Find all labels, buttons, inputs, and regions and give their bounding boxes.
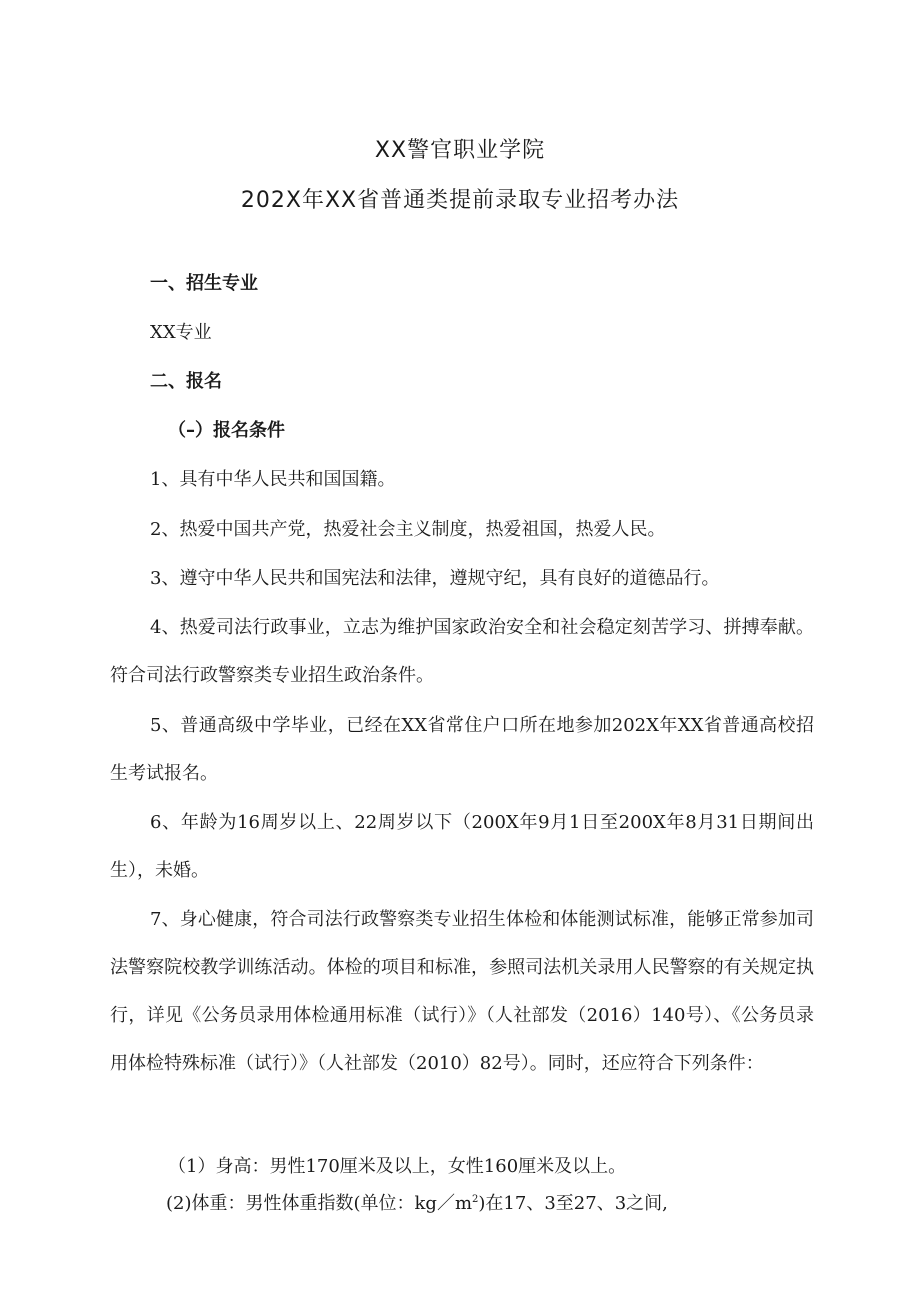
sub-condition-height: （1）身高：男性170厘米及以上，女性160厘米及以上。 [168,1156,627,1177]
section2-subheading: （–）报名条件 [168,420,285,441]
weight-text-part1: (2)体重：男性体重指数(单位：kg／m [166,1193,473,1214]
condition-item-2: 2、热爱中国共产党，热爱社会主义制度，热爱祖国，热爱人民。 [150,519,666,540]
section1-body: XX专业 [150,322,212,343]
condition-item-1: 1、具有中华人民共和国国籍。 [150,469,396,490]
section2-heading: 二、报名 [150,371,222,392]
condition-item-4: 4、热爱司法行政事业，立志为维护国家政治安全和社会稳定刻苦学习、拼搏奉献。符合司法行政警察类专业招生政治条件。 [110,617,814,686]
condition-item-7: 7、身心健康，符合司法行政警察类专业招生体检和体能测试标准，能够正常参加司法警察院校教学训练活动。体检的项目和标准，参照司法机关录用人民警察的有关规定执行，详见《公务员录用体检通用标准（试行）》（人社部发（2016）140号）、《公务员录用体检特殊标准（试行）》（人社部发（2010）82号）。同时，还应符合下列条件： [110,909,814,1074]
document-title-line2: 202X年XX省普通类提前录取专业招考办法 [240,188,680,213]
condition-item-3: 3、遵守中华人民共和国宪法和法律，遵规守纪，具有良好的道德品行。 [150,568,720,589]
sub-condition-weight [166,1192,668,1216]
section1-heading: 一、招生专业 [150,273,258,294]
condition-item-5: 5、普通高级中学毕业，已经在XX省常住户口所在地参加202X年XX省普通高校招生考试报名。 [110,715,814,784]
condition-item-6: 6、年龄为16周岁以上、22周岁以下（200X年9月1日至200X年8月31日期间出生），未婚。 [110,812,814,881]
document-title-line1: XX警官职业学院 [374,138,546,163]
weight-unit-superscript: 2 [472,1194,479,1205]
weight-text-part2: )在17、3至27、3之间, [478,1193,668,1214]
